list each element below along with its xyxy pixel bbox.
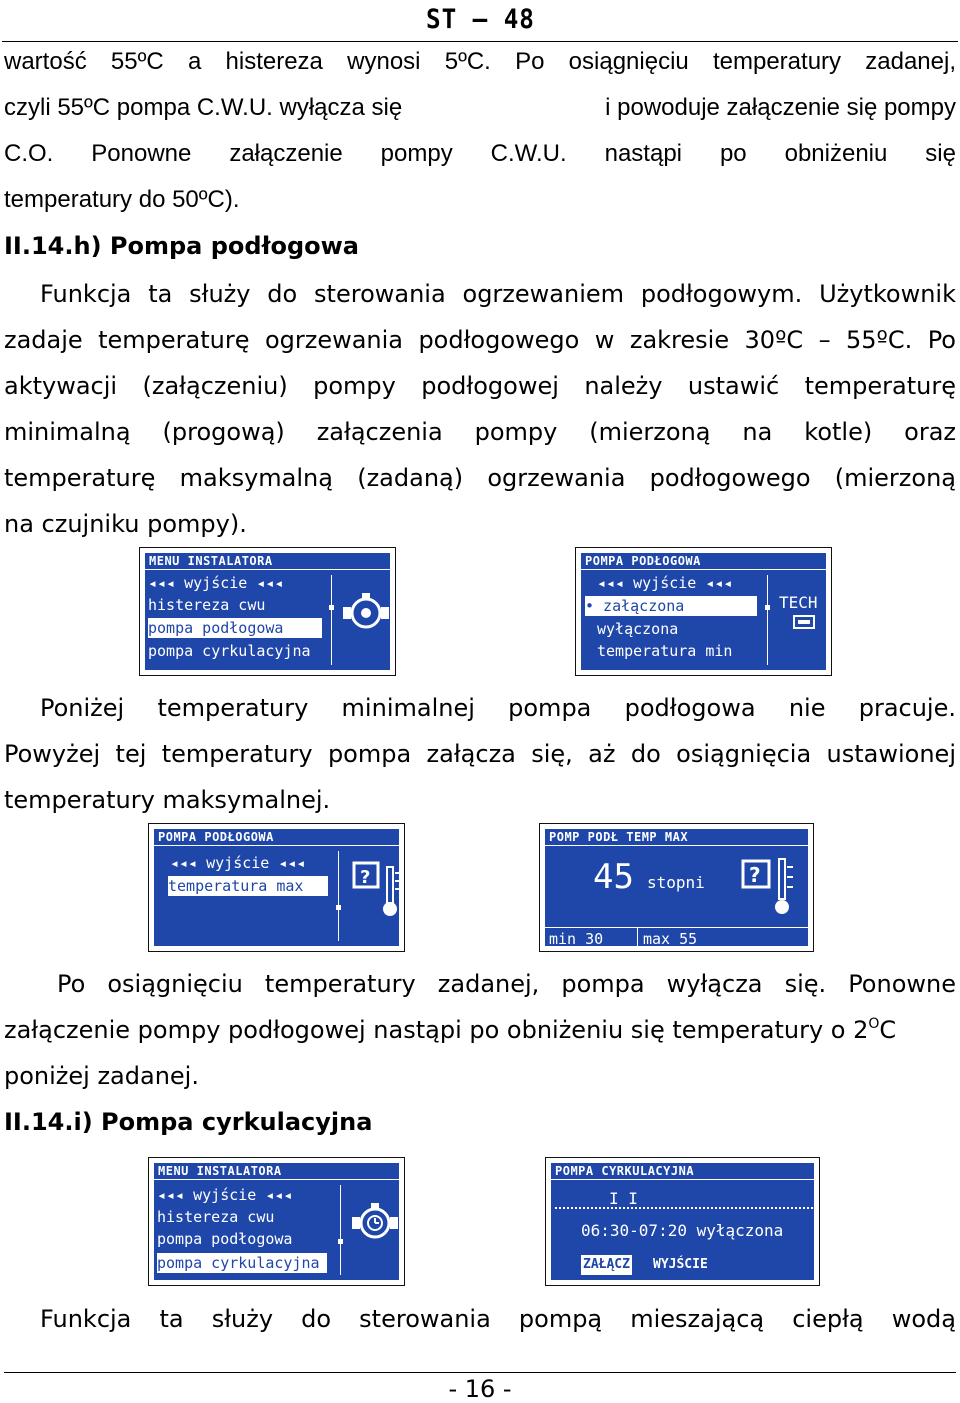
pump-icon bbox=[341, 589, 390, 639]
header-rule bbox=[2, 41, 958, 42]
text-line bbox=[4, 1015, 956, 1045]
lcd-screen-installer-menu-2 bbox=[148, 1157, 405, 1286]
menu-item-exit[interactable]: ◂◂◂ wyjście ◂◂◂ bbox=[148, 574, 284, 592]
circulation-pump-icon bbox=[350, 1199, 399, 1249]
menu-item-floor-pump[interactable]: pompa podłogowa bbox=[148, 618, 322, 638]
text-line: temperatury do 50ºC). bbox=[4, 186, 240, 213]
max-value-label: max 55 bbox=[643, 930, 698, 946]
screen-title: MENU INSTALATORA bbox=[149, 554, 273, 568]
enable-button[interactable]: ZAŁĄCZ bbox=[581, 1255, 632, 1275]
help-thermometer-icon bbox=[352, 861, 399, 921]
section-heading: II.14.i) Pompa cyrkulacyjna bbox=[4, 1108, 373, 1136]
footer-rule bbox=[4, 1372, 956, 1373]
screen-title: MENU INSTALATORA bbox=[158, 1164, 282, 1178]
text-span: czyli 55ºC pompa C.W.U. wyłącza się bbox=[4, 94, 403, 121]
device-icon bbox=[793, 615, 815, 629]
text-line: Funkcja ta służy do sterowania ogrzewaniem podłogowym. Użytkownik bbox=[40, 280, 956, 308]
menu-item-exit[interactable]: ◂◂◂ wyjście ◂◂◂ bbox=[170, 854, 306, 872]
menu-item-dhw-hysteresis[interactable]: histereza cwu bbox=[148, 596, 266, 614]
brand-logo: TECH bbox=[779, 593, 818, 612]
menu-item-dhw-hysteresis[interactable]: histereza cwu bbox=[157, 1208, 275, 1226]
lcd-screen-circulation-pump bbox=[545, 1157, 820, 1286]
text-line: minimalną (progową) załączenia pompy (mierzoną na kotle) oraz bbox=[4, 418, 956, 446]
menu-item-circulation-pump[interactable]: pompa cyrkulacyjna bbox=[148, 642, 311, 660]
menu-item-exit[interactable]: ◂◂◂ wyjście ◂◂◂ bbox=[597, 574, 733, 592]
superscript: O bbox=[868, 1016, 880, 1032]
day-indicator: I I bbox=[609, 1189, 638, 1208]
section-heading: II.14.h) Pompa podłogowa bbox=[4, 232, 359, 260]
text-span: załączenie pompy podłogowej nastąpi po obniżeniu się temperatury o 2 bbox=[4, 1016, 869, 1044]
menu-item-floor-pump[interactable]: pompa podłogowa bbox=[157, 1230, 293, 1248]
lcd-screen-installer-menu bbox=[139, 547, 396, 676]
text-line: wartość 55ºC a histereza wynosi 5ºC. Po osiągnięciu temperatury zadanej, bbox=[4, 48, 956, 75]
menu-item-disabled[interactable]: wyłączona bbox=[597, 620, 679, 638]
screen-title: POMPA PODŁOGOWA bbox=[158, 830, 274, 844]
page-header bbox=[0, 0, 960, 40]
text-span: C bbox=[879, 1016, 897, 1044]
text-line: Funkcja ta służy do sterowania pompą mieszającą ciepłą wodą bbox=[40, 1305, 956, 1333]
text-line: Poniżej temperatury minimalnej pompa podłogowa nie pracuje. bbox=[40, 694, 956, 722]
temperature-unit: stopni bbox=[647, 873, 705, 892]
menu-item-max-temperature[interactable]: temperatura max bbox=[168, 876, 328, 896]
text-line: aktywacji (załączeniu) pompy podłogowej należy ustawić temperaturę bbox=[4, 372, 956, 400]
menu-item-min-temperature[interactable]: temperatura min bbox=[597, 642, 733, 660]
lcd-screen-floor-pump bbox=[575, 547, 832, 676]
text-line: Po osiągnięciu temperatury zadanej, pompa wyłącza się. Ponowne bbox=[57, 970, 956, 998]
svg-text:?: ? bbox=[749, 863, 761, 887]
text-line: na czujniku pompy). bbox=[4, 510, 247, 538]
screen-title: POMP PODŁ TEMP MAX bbox=[549, 830, 689, 844]
menu-item-enabled[interactable]: • załączona bbox=[585, 596, 757, 616]
text-line: poniżej zadanej. bbox=[4, 1062, 199, 1090]
text-line: temperatury maksymalnej. bbox=[4, 786, 331, 814]
text-line bbox=[4, 93, 956, 123]
lcd-screen-floor-pump-max bbox=[148, 823, 405, 952]
text-line: zadaje temperaturę ogrzewania podłogowego w zakresie 30ºC – 55ºC. Po bbox=[4, 326, 956, 354]
timeline bbox=[555, 1207, 813, 1209]
screen-title: POMPA CYRKULACYJNA bbox=[555, 1164, 695, 1178]
lcd-screen-temp-max-setting bbox=[539, 823, 814, 952]
temperature-value[interactable]: 45 bbox=[593, 857, 634, 897]
help-thermometer-icon bbox=[741, 855, 801, 921]
text-line: C.O. Ponowne załączenie pompy C.W.U. nastąpi po obniżeniu się bbox=[4, 140, 956, 167]
schedule-time[interactable]: 06:30-07:20 wyłączona bbox=[581, 1221, 784, 1240]
text-line: temperaturę maksymalną (zadaną) ogrzewania podłogowego (mierzoną bbox=[4, 464, 956, 492]
menu-item-exit[interactable]: ◂◂◂ wyjście ◂◂◂ bbox=[157, 1186, 293, 1204]
menu-item-circulation-pump[interactable]: pompa cyrkulacyjna bbox=[157, 1253, 327, 1273]
page-number: - 16 - bbox=[448, 1375, 512, 1403]
text-span: i powoduje załączenie się pompy bbox=[605, 94, 956, 121]
header-title: ST – 48 bbox=[425, 4, 535, 35]
text-line: Powyżej tej temperatury pompa załącza się, aż do osiągnięcia ustawionej bbox=[4, 740, 956, 768]
screen-title: POMPA PODŁOGOWA bbox=[585, 554, 701, 568]
min-value-label: min 30 bbox=[549, 930, 604, 946]
svg-text:?: ? bbox=[360, 867, 371, 888]
exit-button[interactable]: WYJŚCIE bbox=[653, 1257, 708, 1272]
